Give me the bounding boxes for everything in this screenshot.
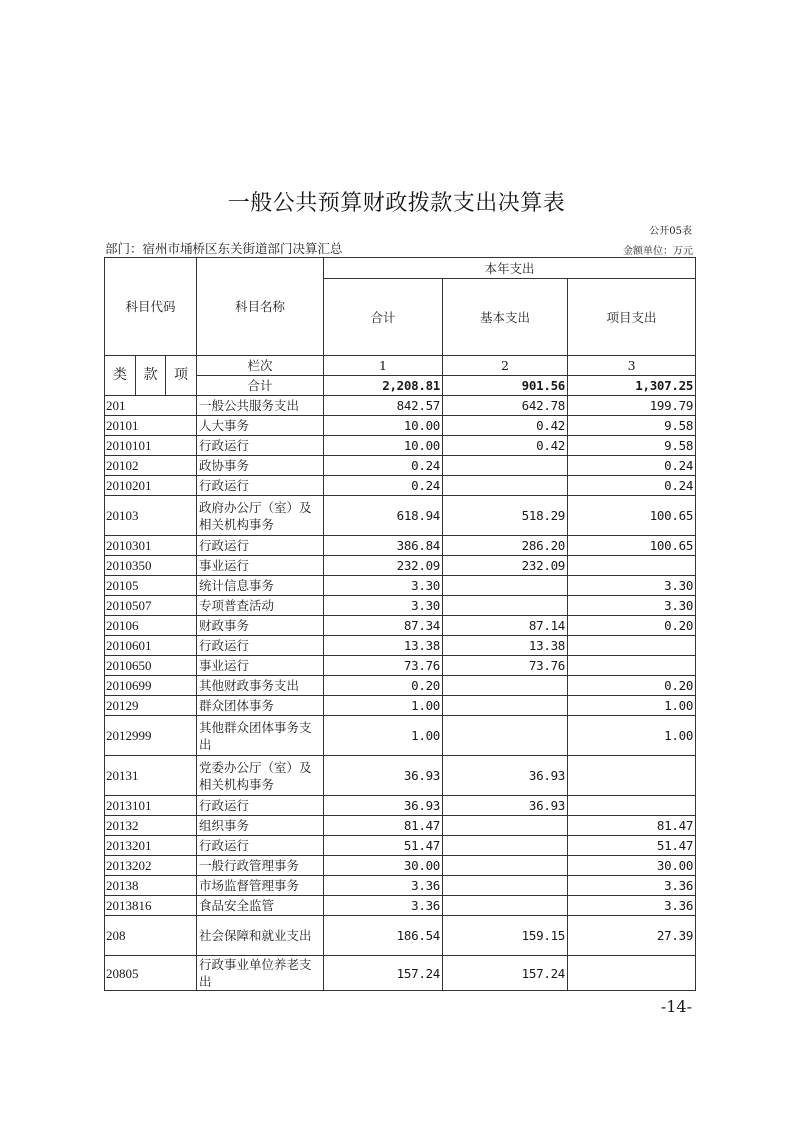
basic-value xyxy=(443,896,568,916)
total-value: 1.00 xyxy=(324,716,443,756)
project-value: 3.30 xyxy=(568,576,696,596)
subject-name: 行政运行 xyxy=(197,836,324,856)
project-value: 3.30 xyxy=(568,596,696,616)
basic-value xyxy=(443,696,568,716)
basic-value xyxy=(443,576,568,596)
project-value: 3.36 xyxy=(568,896,696,916)
total-value: 13.38 xyxy=(324,636,443,656)
header-kuan: 款 xyxy=(136,356,166,396)
total-value: 232.09 xyxy=(324,556,443,576)
subject-code: 20105 xyxy=(105,576,197,596)
subject-code: 20805 xyxy=(105,956,197,991)
subject-code: 20132 xyxy=(105,816,197,836)
subject-code: 2010507 xyxy=(105,596,197,616)
document-title: 一般公共预算财政拨款支出决算表 xyxy=(227,191,566,216)
summary-total: 2,208.81 xyxy=(324,376,443,396)
subject-code: 2010101 xyxy=(105,436,197,456)
project-value: 9.58 xyxy=(568,416,696,436)
table-row xyxy=(105,816,696,836)
subject-name: 一般行政管理事务 xyxy=(197,856,324,876)
table-row xyxy=(105,716,696,756)
subject-code: 2010650 xyxy=(105,656,197,676)
basic-value xyxy=(443,716,568,756)
table-row xyxy=(105,536,696,556)
header-column-index-label: 栏次 xyxy=(197,356,324,376)
header-total: 合计 xyxy=(324,279,443,356)
subject-name: 其他财政事务支出 xyxy=(197,676,324,696)
column-index-2: 2 xyxy=(443,356,568,376)
total-value: 618.94 xyxy=(324,496,443,536)
subject-code: 2010301 xyxy=(105,536,197,556)
table-row xyxy=(105,476,696,496)
total-value: 30.00 xyxy=(324,856,443,876)
header-xiang: 项 xyxy=(166,356,197,396)
basic-value xyxy=(443,456,568,476)
total-value: 0.24 xyxy=(324,476,443,496)
table-row xyxy=(105,416,696,436)
total-value: 10.00 xyxy=(324,416,443,436)
basic-value xyxy=(443,876,568,896)
subject-code: 2013816 xyxy=(105,896,197,916)
subject-name: 行政运行 xyxy=(197,636,324,656)
subject-name: 行政运行 xyxy=(197,536,324,556)
total-value: 3.36 xyxy=(324,896,443,916)
subject-code: 2010699 xyxy=(105,676,197,696)
subject-name: 组织事务 xyxy=(197,816,324,836)
subject-code: 20138 xyxy=(105,876,197,896)
header-subject-name: 科目名称 xyxy=(197,258,324,356)
subject-code: 201 xyxy=(105,396,197,416)
subject-name: 一般公共服务支出 xyxy=(197,396,324,416)
total-value: 36.93 xyxy=(324,756,443,796)
project-value xyxy=(568,756,696,796)
project-value: 51.47 xyxy=(568,836,696,856)
basic-value xyxy=(443,856,568,876)
basic-value xyxy=(443,596,568,616)
subject-name: 行政运行 xyxy=(197,796,324,816)
table-row xyxy=(105,796,696,816)
subject-name: 行政事业单位养老支出 xyxy=(197,956,324,991)
table-row xyxy=(105,596,696,616)
project-value: 81.47 xyxy=(568,816,696,836)
summary-project: 1,307.25 xyxy=(568,376,696,396)
expenditure-table xyxy=(104,257,696,991)
basic-value xyxy=(443,476,568,496)
project-value: 100.65 xyxy=(568,496,696,536)
subject-code: 208 xyxy=(105,916,197,956)
project-value: 9.58 xyxy=(568,436,696,456)
project-value xyxy=(568,556,696,576)
basic-value: 13.38 xyxy=(443,636,568,656)
project-value: 0.24 xyxy=(568,476,696,496)
subject-code: 20106 xyxy=(105,616,197,636)
basic-value: 0.42 xyxy=(443,416,568,436)
total-value: 0.20 xyxy=(324,676,443,696)
subject-code: 20129 xyxy=(105,696,197,716)
subject-name: 行政运行 xyxy=(197,436,324,456)
project-value: 199.79 xyxy=(568,396,696,416)
subject-name: 党委办公厅（室）及相关机构事务 xyxy=(197,756,324,796)
subject-name: 统计信息事务 xyxy=(197,576,324,596)
project-value: 3.36 xyxy=(568,876,696,896)
project-value xyxy=(568,796,696,816)
subject-name: 行政运行 xyxy=(197,476,324,496)
project-value xyxy=(568,636,696,656)
total-value: 51.47 xyxy=(324,836,443,856)
table-row xyxy=(105,636,696,656)
basic-value: 642.78 xyxy=(443,396,568,416)
total-value: 3.30 xyxy=(324,596,443,616)
basic-value: 36.93 xyxy=(443,796,568,816)
subject-code: 20102 xyxy=(105,456,197,476)
table-row xyxy=(105,896,696,916)
basic-value: 157.24 xyxy=(443,956,568,991)
basic-value: 73.76 xyxy=(443,656,568,676)
subject-name: 其他群众团体事务支出 xyxy=(197,716,324,756)
table-row xyxy=(105,756,696,796)
subject-name: 财政事务 xyxy=(197,616,324,636)
table-row xyxy=(105,616,696,636)
form-number: 公开05表 xyxy=(649,226,692,237)
table-row xyxy=(105,436,696,456)
basic-value: 518.29 xyxy=(443,496,568,536)
header-current-year-expenditure: 本年支出 xyxy=(324,258,696,279)
table-row xyxy=(105,696,696,716)
total-value: 87.34 xyxy=(324,616,443,636)
column-index-1: 1 xyxy=(324,356,443,376)
project-value: 0.24 xyxy=(568,456,696,476)
total-value: 386.84 xyxy=(324,536,443,556)
basic-value xyxy=(443,676,568,696)
subject-code: 2012999 xyxy=(105,716,197,756)
project-value: 27.39 xyxy=(568,916,696,956)
subject-name: 专项普查活动 xyxy=(197,596,324,616)
table-row xyxy=(105,836,696,856)
subject-name: 社会保障和就业支出 xyxy=(197,916,324,956)
header-lei: 类 xyxy=(105,356,136,396)
total-value: 10.00 xyxy=(324,436,443,456)
basic-value: 159.15 xyxy=(443,916,568,956)
basic-value: 36.93 xyxy=(443,756,568,796)
project-value: 0.20 xyxy=(568,676,696,696)
table-row xyxy=(105,856,696,876)
table-row xyxy=(105,916,696,956)
subject-code: 2013201 xyxy=(105,836,197,856)
subject-name: 政协事务 xyxy=(197,456,324,476)
subject-code: 20103 xyxy=(105,496,197,536)
basic-value xyxy=(443,816,568,836)
table-row xyxy=(105,876,696,896)
table-row xyxy=(105,656,696,676)
subject-code: 2013202 xyxy=(105,856,197,876)
basic-value: 286.20 xyxy=(443,536,568,556)
table-row xyxy=(105,556,696,576)
department-label: 部门：宿州市埇桥区东关街道部门决算汇总 xyxy=(105,241,343,256)
subject-name: 事业运行 xyxy=(197,556,324,576)
subject-code: 2010350 xyxy=(105,556,197,576)
total-value: 0.24 xyxy=(324,456,443,476)
total-value: 36.93 xyxy=(324,796,443,816)
summary-basic: 901.56 xyxy=(443,376,568,396)
project-value: 1.00 xyxy=(568,716,696,756)
subject-name: 食品安全监管 xyxy=(197,896,324,916)
subject-code: 20131 xyxy=(105,756,197,796)
total-value: 3.36 xyxy=(324,876,443,896)
subject-code: 2010201 xyxy=(105,476,197,496)
subject-name: 政府办公厅（室）及相关机构事务 xyxy=(197,496,324,536)
header-project-expenditure: 项目支出 xyxy=(568,279,696,356)
basic-value xyxy=(443,836,568,856)
amount-unit-label: 金额单位：万元 xyxy=(623,246,693,257)
total-value: 157.24 xyxy=(324,956,443,991)
table-row xyxy=(105,676,696,696)
project-value: 0.20 xyxy=(568,616,696,636)
total-value: 73.76 xyxy=(324,656,443,676)
project-value: 1.00 xyxy=(568,696,696,716)
subject-code: 20101 xyxy=(105,416,197,436)
table-row xyxy=(105,576,696,596)
project-value xyxy=(568,956,696,991)
summary-label: 合计 xyxy=(197,376,324,396)
page-number: -14- xyxy=(660,997,692,1016)
basic-value: 0.42 xyxy=(443,436,568,456)
table-row xyxy=(105,456,696,476)
header-subject-code: 科目代码 xyxy=(105,258,197,356)
subject-code: 2010601 xyxy=(105,636,197,656)
total-value: 842.57 xyxy=(324,396,443,416)
subject-name: 事业运行 xyxy=(197,656,324,676)
column-index-3: 3 xyxy=(568,356,696,376)
project-value xyxy=(568,656,696,676)
project-value: 30.00 xyxy=(568,856,696,876)
subject-code: 2013101 xyxy=(105,796,197,816)
total-value: 1.00 xyxy=(324,696,443,716)
subject-name: 市场监督管理事务 xyxy=(197,876,324,896)
total-value: 186.54 xyxy=(324,916,443,956)
subject-name: 人大事务 xyxy=(197,416,324,436)
basic-value: 232.09 xyxy=(443,556,568,576)
total-value: 81.47 xyxy=(324,816,443,836)
table-row xyxy=(105,956,696,991)
basic-value: 87.14 xyxy=(443,616,568,636)
table-row xyxy=(105,396,696,416)
table-row xyxy=(105,496,696,536)
total-value: 3.30 xyxy=(324,576,443,596)
subject-name: 群众团体事务 xyxy=(197,696,324,716)
project-value: 100.65 xyxy=(568,536,696,556)
header-basic-expenditure: 基本支出 xyxy=(443,279,568,356)
